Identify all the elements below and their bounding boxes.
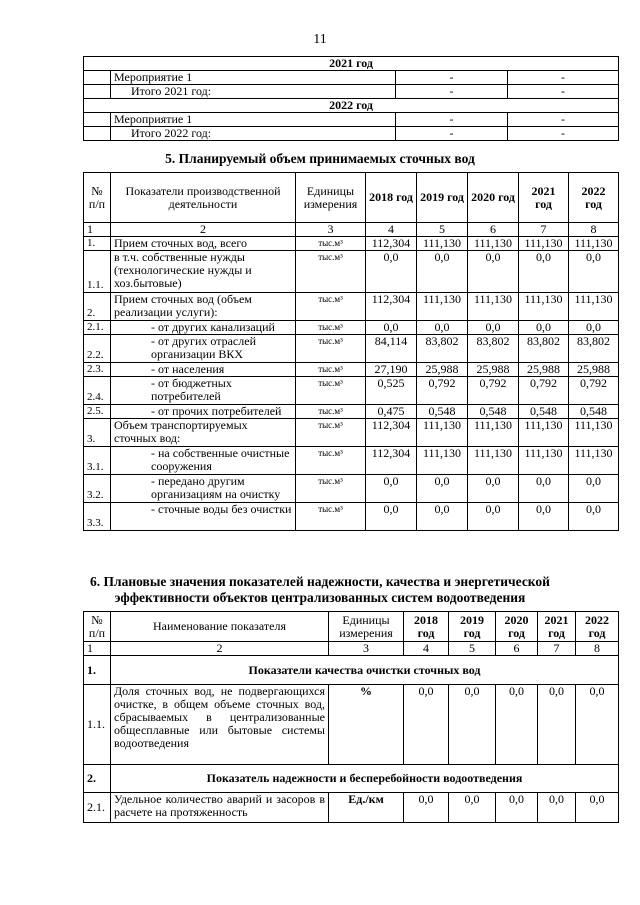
col-indicator-header: Наименование показателя	[111, 612, 329, 642]
col-year-header: 2021 год	[538, 612, 576, 642]
row-number: 2.1.	[84, 321, 111, 335]
col-number: 6	[496, 642, 538, 656]
row-value: 111,130	[569, 293, 619, 321]
row-value: 0,0	[366, 251, 417, 293]
col-number: 6	[468, 223, 519, 237]
row-value: 0,548	[519, 405, 569, 419]
table-row	[84, 503, 619, 531]
table-row	[84, 293, 619, 321]
row-unit: %	[329, 685, 404, 765]
row-value: 111,130	[417, 237, 468, 251]
col-year-header: 2019 год	[449, 612, 496, 642]
row-unit: тыс.м³	[296, 503, 366, 531]
col-number: 5	[417, 223, 468, 237]
row-value: 0,0	[468, 321, 519, 335]
dash-cell: -	[396, 71, 508, 85]
row-value: 0,0	[468, 251, 519, 293]
row-unit: тыс.м³	[296, 321, 366, 335]
row-value: 0,0	[519, 503, 569, 531]
row-value: 112,304	[366, 447, 417, 475]
row-value: 111,130	[417, 447, 468, 475]
row-indicator-name: Удельное количество аварий и засоров в расчете на протяженность	[111, 793, 329, 823]
row-indicator-name: - от населения	[111, 363, 296, 377]
col-year-header: 2021 год	[519, 173, 569, 223]
group-title-reliability: Показатель надежности и бесперебойности водоотведения	[111, 765, 619, 793]
row-number: 2.3.	[84, 363, 111, 377]
reliability-indicators-table	[83, 611, 619, 823]
col-number: 7	[538, 642, 576, 656]
table-row	[84, 377, 619, 405]
row-value: 0,0	[366, 503, 417, 531]
section-6-title-line-1: 6. Плановые значения показателей надежности, качества и энергетической	[90, 574, 550, 589]
year-2022-heading: 2022 год	[84, 99, 619, 113]
col-year-header: 2018 год	[404, 612, 449, 642]
event-1-2022: Мероприятие 1	[111, 113, 396, 127]
row-value: 111,130	[519, 419, 569, 447]
row-indicator-name: - от других отраслей организации ВКХ	[111, 335, 296, 363]
row-value: 0,0	[538, 793, 576, 823]
row-indicator-name: Объем транспортируемых сточных вод:	[111, 419, 296, 447]
row-value: 111,130	[519, 447, 569, 475]
table-row	[84, 419, 619, 447]
row-indicator-name: - передано другим организациям на очистку	[111, 475, 296, 503]
measures-table	[83, 56, 619, 141]
row-value: 111,130	[468, 419, 519, 447]
row-value: 0,475	[366, 405, 417, 419]
table-row	[84, 237, 619, 251]
col-number: 4	[404, 642, 449, 656]
row-value: 83,802	[519, 335, 569, 363]
row-number: 2.5.	[84, 405, 111, 419]
row-value: 111,130	[468, 237, 519, 251]
row-value: 25,988	[468, 363, 519, 377]
row-value: 0,0	[366, 475, 417, 503]
col-number: 3	[296, 223, 366, 237]
row-value: 0,548	[569, 405, 619, 419]
row-value: 0,792	[569, 377, 619, 405]
row-value: 0,0	[417, 251, 468, 293]
row-indicator-name: в т.ч. собственные нужды (технологические нужды и хоз.бытовые)	[111, 251, 296, 293]
row-indicator-name: - от других канализаций	[111, 321, 296, 335]
row-indicator-name: Прием сточных вод, всего	[111, 237, 296, 251]
row-value: 111,130	[417, 419, 468, 447]
section-6-title-line-2: эффективности объектов централизованных систем водоотведения	[114, 590, 526, 605]
col-year-header: 2019 год	[417, 173, 468, 223]
row-value: 0,0	[496, 793, 538, 823]
col-number: 1	[84, 642, 111, 656]
page-number: 11	[313, 32, 327, 47]
row-value: 0,0	[569, 251, 619, 293]
row-value: 25,988	[519, 363, 569, 377]
col-num-header: № п/п	[84, 173, 111, 223]
row-unit: тыс.м³	[296, 363, 366, 377]
col-number: 2	[111, 642, 329, 656]
row-number: 1.1.	[84, 251, 111, 293]
row-unit: тыс.м³	[296, 405, 366, 419]
row-value: 27,190	[366, 363, 417, 377]
row-value: 25,988	[569, 363, 619, 377]
row-value: 0,0	[417, 475, 468, 503]
row-value: 0,0	[366, 321, 417, 335]
row-number: 2.4.	[84, 377, 111, 405]
dash-cell: -	[396, 113, 508, 127]
col-number: 8	[576, 642, 619, 656]
row-unit: тыс.м³	[296, 377, 366, 405]
year-2021-heading: 2021 год	[84, 57, 619, 71]
row-value: 111,130	[569, 237, 619, 251]
row-value: 0,0	[449, 793, 496, 823]
row-unit: тыс.м³	[296, 237, 366, 251]
dash-cell: -	[508, 127, 619, 141]
row-value: 0,0	[496, 685, 538, 765]
row-unit: Ед./км	[329, 793, 404, 823]
table-row	[84, 335, 619, 363]
row-value: 0,0	[576, 793, 619, 823]
row-indicator-name: - от бюджетных потребителей	[111, 377, 296, 405]
row-value: 0,0	[569, 503, 619, 531]
row-value: 111,130	[519, 293, 569, 321]
col-indicator-header: Показатели производственной деятельности	[111, 173, 296, 223]
row-value: 0,0	[519, 321, 569, 335]
table-row	[84, 405, 619, 419]
row-value: 112,304	[366, 419, 417, 447]
wastewater-volume-table	[83, 172, 619, 531]
row-unit: тыс.м³	[296, 447, 366, 475]
dash-cell: -	[396, 85, 508, 99]
row-value: 0,0	[519, 475, 569, 503]
row-number: 3.2.	[84, 475, 111, 503]
row-value: 0,525	[366, 377, 417, 405]
table-row	[84, 321, 619, 335]
row-value: 0,0	[569, 321, 619, 335]
row-value: 0,548	[468, 405, 519, 419]
row-unit: тыс.м³	[296, 419, 366, 447]
row-number: 1.1.	[84, 685, 111, 765]
col-year-header: 2018 год	[366, 173, 417, 223]
row-value: 0,548	[417, 405, 468, 419]
dash-cell: -	[508, 85, 619, 99]
row-indicator-name: - от прочих потребителей	[111, 405, 296, 419]
row-value: 0,0	[519, 251, 569, 293]
row-value: 84,114	[366, 335, 417, 363]
row-unit: тыс.м³	[296, 251, 366, 293]
row-value: 0,0	[468, 475, 519, 503]
row-value: 0,792	[417, 377, 468, 405]
section-5-title: 5. Планируемый объем принимаемых сточных вод	[165, 151, 475, 166]
dash-cell: -	[396, 127, 508, 141]
group-title-quality: Показатели качества очистки сточных вод	[111, 656, 619, 685]
total-2021: Итого 2021 год:	[111, 85, 396, 99]
row-indicator-name: - сточные воды без очистки	[111, 503, 296, 531]
row-value: 111,130	[569, 419, 619, 447]
row-value: 0,0	[404, 793, 449, 823]
row-value: 83,802	[417, 335, 468, 363]
row-number: 2.1.	[84, 793, 111, 823]
table-row	[84, 251, 619, 293]
row-unit: тыс.м³	[296, 335, 366, 363]
row-value: 112,304	[366, 293, 417, 321]
row-unit: тыс.м³	[296, 475, 366, 503]
col-number: 1	[84, 223, 111, 237]
row-value: 25,988	[417, 363, 468, 377]
col-number: 3	[329, 642, 404, 656]
group-number: 2.	[84, 765, 111, 793]
row-value: 0,0	[417, 321, 468, 335]
row-indicator-name: - на собственные очистные сооружения	[111, 447, 296, 475]
row-indicator-name: Доля сточных вод, не подвергающихся очистке, в общем объеме сточных вод, сбрасываемых в централизованные общесплавные или бытовые системы водоотведения	[111, 685, 329, 765]
group-number: 1.	[84, 656, 111, 685]
table-row	[84, 447, 619, 475]
row-number: 3.3.	[84, 503, 111, 531]
row-indicator-name: Прием сточных вод (объем реализации услуги):	[111, 293, 296, 321]
row-value: 0,0	[468, 503, 519, 531]
row-number: 2.	[84, 293, 111, 321]
row-value: 0,0	[449, 685, 496, 765]
row-unit: тыс.м³	[296, 293, 366, 321]
row-number: 2.2.	[84, 335, 111, 363]
event-1-2021: Мероприятие 1	[111, 71, 396, 85]
row-value: 0,0	[404, 685, 449, 765]
row-value: 0,0	[576, 685, 619, 765]
row-number: 1.	[84, 237, 111, 251]
col-number: 8	[569, 223, 619, 237]
col-number: 2	[111, 223, 296, 237]
section-6-title	[0, 574, 640, 606]
row-value: 111,130	[468, 447, 519, 475]
row-value: 112,304	[366, 237, 417, 251]
col-year-header: 2022 год	[569, 173, 619, 223]
col-year-header: 2022 год	[576, 612, 619, 642]
row-value: 0,0	[417, 503, 468, 531]
col-number: 4	[366, 223, 417, 237]
table-row	[84, 475, 619, 503]
col-number: 7	[519, 223, 569, 237]
row-value: 0,0	[569, 475, 619, 503]
row-value: 111,130	[417, 293, 468, 321]
row-value: 83,802	[569, 335, 619, 363]
col-unit-header: Единицы измерения	[296, 173, 366, 223]
total-2022: Итого 2022 год:	[111, 127, 396, 141]
row-value: 111,130	[519, 237, 569, 251]
col-unit-header: Единицы измерения	[329, 612, 404, 642]
row-number: 3.1.	[84, 447, 111, 475]
row-number: 3.	[84, 419, 111, 447]
dash-cell: -	[508, 71, 619, 85]
col-number: 5	[449, 642, 496, 656]
row-value: 0,792	[519, 377, 569, 405]
col-year-header: 2020 год	[468, 173, 519, 223]
row-value: 0,0	[538, 685, 576, 765]
row-value: 111,130	[569, 447, 619, 475]
row-value: 111,130	[468, 293, 519, 321]
dash-cell: -	[508, 113, 619, 127]
col-num-header: № п/п	[84, 612, 111, 642]
row-value: 0,792	[468, 377, 519, 405]
col-year-header: 2020 год	[496, 612, 538, 642]
table-row	[84, 363, 619, 377]
row-value: 83,802	[468, 335, 519, 363]
